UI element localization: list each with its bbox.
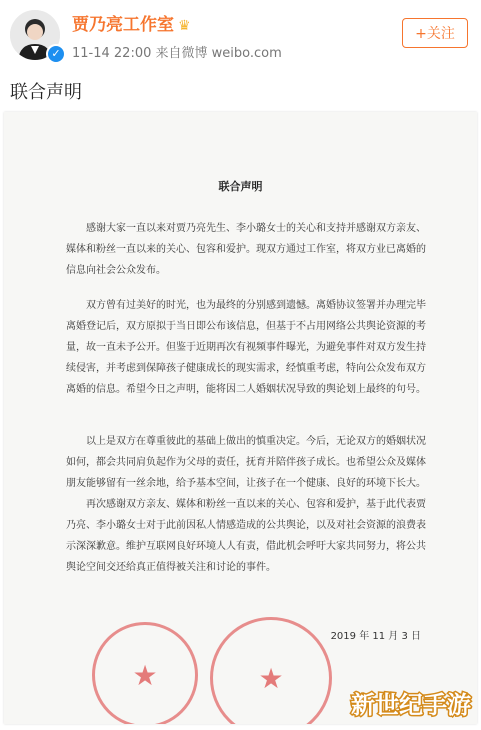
account-name[interactable] — [72, 10, 191, 35]
watermark-text: 新世纪手游 — [351, 691, 471, 719]
post-meta: 11-14 22:00 来自微博 weibo.com — [72, 46, 282, 61]
document-title: 联合声明 — [218, 180, 263, 193]
document-date: 2019 年 11 月 3 日 — [330, 631, 421, 642]
company-seal-right — [210, 617, 332, 724]
post-text: 联合声明 — [10, 82, 82, 103]
watermark-logo-graphic — [347, 684, 475, 724]
company-seal-left — [92, 622, 198, 724]
seal-star-icon: ★ — [258, 661, 284, 695]
paragraph-2: 双方曾有过美好的时光，也为最终的分别感到遗憾。离婚协议签署并办理完毕离婚登记后，双方原拟于当日即公布该信息，但基于不占用网络公共舆论资源的考量，故一直未予公开。但鉴于近期再次有视频事件曝光，为避免事件对双方发生持续侵害，并考虑到保障孩子健康成长的现实需求，经慎重考虑，特向公众发布双方离婚的信息。希望今日之声明，能将因二人婚姻状况导致的舆论划上最终的句号。 — [66, 300, 426, 395]
seal-star-icon: ★ — [132, 658, 158, 692]
account-name-text[interactable]: 贾乃亮工作室 — [72, 15, 174, 35]
statement-image[interactable] — [4, 112, 477, 724]
watermark-logo — [347, 684, 475, 724]
post-header — [0, 0, 481, 70]
paragraph-1: 感谢大家一直以来对贾乃亮先生、李小璐女士的关心和支持并感谢双方亲友、媒体和粉丝一直以来的关心、包容和爱护。现双方通过工作室，将双方业已离婚的信息向社会公众发布。 — [66, 223, 426, 276]
paragraph-3: 以上是双方在尊重彼此的基础上做出的慎重决定。今后，无论双方的婚姻状况如何，都会共同肩负起作为父母的责任，抚育并陪伴孩子成长。也希望公众及媒体朋友能够留有一丝余地，给予基本空间，让孩子在一个健康、良好的环境下长大。 — [66, 436, 426, 489]
vip-crown-icon: ♛ — [178, 18, 191, 34]
verified-badge-icon: ✓ — [46, 44, 66, 64]
paragraph-4: 再次感谢双方亲友、媒体和粉丝一直以来的关心、包容和爱护，基于此代表贾乃亮、李小璐女士对于此前因私人情感造成的公共舆论，以及对社会资源的浪费表示深深歉意。维护互联网良好环境人人有责，借此机会呼吁大家共同努力，将公共舆论空间交还给真正值得被关注和讨论的事件。 — [66, 499, 426, 573]
follow-button[interactable]: +关注 — [402, 18, 468, 48]
